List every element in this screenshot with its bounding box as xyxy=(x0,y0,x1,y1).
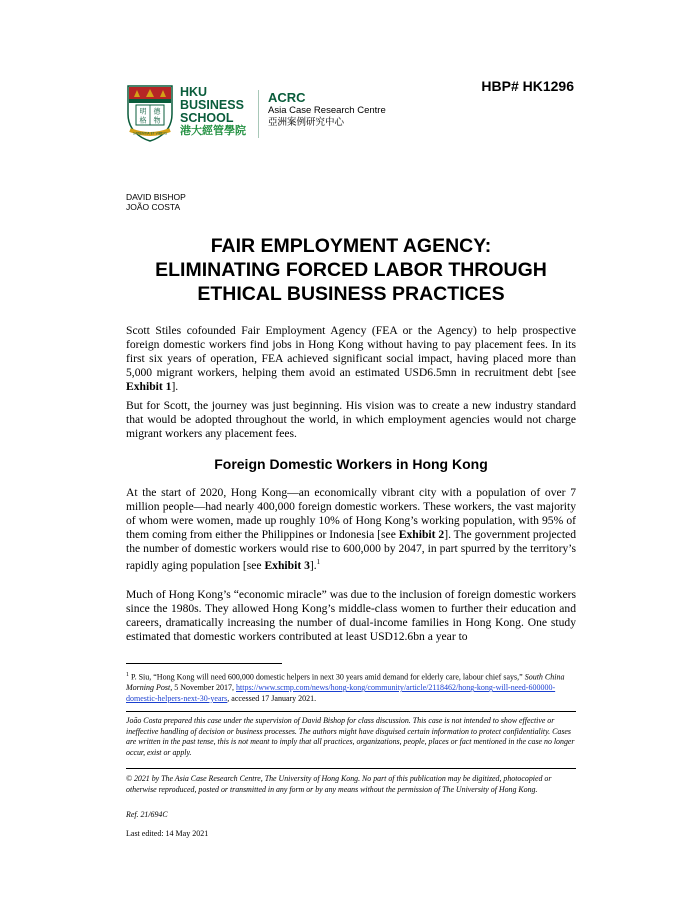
paragraph-text: At the start of 2020, Hong Kong—an economically vibrant city with a population of over 7 million people—had nearly 400,000 foreign domestic workers. These workers, the vast majority of whom were women, made up roughly 10% of Hong Kong’s working population, with 95% of them coming from either the Philippines or Indonesia [see xyxy=(126,486,576,541)
footnote-number: 1 xyxy=(126,672,129,678)
hbp-number: HBP# HK1296 xyxy=(481,78,574,94)
copyright-rule xyxy=(126,768,576,769)
paragraph-intro xyxy=(126,324,576,394)
hku-crest-icon xyxy=(126,84,174,142)
crest-char: 德 xyxy=(153,107,161,116)
hku-business-school-wordmark xyxy=(180,86,246,138)
disclaimer-text: João Costa prepared this case under the supervision of David Bishop for class discussion. This case is not intended to show effective or ineffective handling of decision or business processes. The authors might have disguised certain information to protect confidentiality. Cases are written in the past tense, this is not meant to imply that all practices, organizations, people, places or fact mentioned in the case no longer occur, exist or apply. xyxy=(126,716,575,757)
crest-char: 明 xyxy=(139,107,147,116)
paragraph-text: ]. The government projected the number of domestic workers would rise to 600,000 by 2047, in part spurred by the territory’s rapidly aging population [see xyxy=(126,527,576,572)
hku-line: SCHOOL xyxy=(180,111,234,125)
author-name: JOÃO COSTA xyxy=(126,202,181,212)
title-line: ELIMINATING FORCED LABOR THROUGH xyxy=(155,259,547,281)
crest-char: 物 xyxy=(153,116,161,125)
acrc-wordmark xyxy=(268,90,386,129)
author-list xyxy=(126,192,186,212)
acrc-chinese-name: 亞洲案例研究中心 xyxy=(268,117,345,128)
footnote-rule xyxy=(126,663,282,664)
section-heading: Foreign Domestic Workers in Hong Kong xyxy=(214,456,488,472)
hku-chinese-name: 港大經管學院 xyxy=(180,125,246,137)
paragraph-economic-miracle: Much of Hong Kong’s “economic miracle” was due to the inclusion of foreign domestic workers since the 1980s. They allowed Hong Kong’s middle-class women to further their education and careers, dramatically increasing the number of dual-income families in Hong Kong. One study estimated that domestic workers contributed at least USD12.6bn a year to xyxy=(126,588,576,643)
hku-line: HKU xyxy=(180,85,208,99)
exhibit-reference: Exhibit 3 xyxy=(264,558,310,572)
paragraph-text: Scott Stiles cofounded Fair Employment Agency (FEA or the Agency) to help prospective foreign domestic workers find jobs in Hong Kong without having to pay placement fees. In its first six years of operation, FEA achieved significant social impact, having placed more than 5,000 migrant workers, helping them avoid an estimated USD6.5mn in recruitment debt [see xyxy=(126,324,576,379)
footnote-text: , 5 November 2017, xyxy=(170,683,236,693)
paragraph-text: ]. xyxy=(171,379,179,393)
crest-char: 格 xyxy=(139,116,147,125)
footnote-url-link[interactable]: https://www.scmp.com/news/hong-kong/community/article/2118462/hong-kong-will-need-600000-domestic-helpers-next-30-years xyxy=(126,683,556,703)
last-edited: Last edited: 14 May 2021 xyxy=(126,829,209,838)
crest-motto: SAPIENTIA ET VIRTUS xyxy=(133,131,167,136)
author-name: DAVID BISHOP xyxy=(126,192,186,202)
paragraph-workers xyxy=(126,486,576,572)
acrc-acronym: ACRC xyxy=(268,90,306,105)
hku-line: BUSINESS xyxy=(180,98,244,112)
footnote-marker[interactable]: 1 xyxy=(316,557,321,566)
title-line: ETHICAL BUSINESS PRACTICES xyxy=(197,283,505,305)
disclaimer-rule xyxy=(126,711,576,712)
footnote-text: , accessed 17 January 2021. xyxy=(227,693,317,703)
exhibit-reference: Exhibit 2 xyxy=(398,527,445,541)
case-title xyxy=(126,234,576,306)
title-line: FAIR EMPLOYMENT AGENCY: xyxy=(210,235,492,257)
copyright-text: © 2021 by The Asia Case Research Centre, The University of Hong Kong. No part of this publication may be digitized, photocopied or otherwise reproduced, posted or transmitted in any form or by any means without the permission of The University of Hong Kong. xyxy=(126,774,552,794)
footnote xyxy=(126,670,576,704)
exhibit-reference: Exhibit 1 xyxy=(126,379,172,393)
hku-acrc-logo xyxy=(126,84,386,144)
paragraph-vision: But for Scott, the journey was just beginning. His vision was to create a new industry standard that would be adopted throughout the world, in which employment agencies would not charge migrant workers any placement fees. xyxy=(126,399,576,440)
footnote-text: P. Siu, “Hong Kong will need 600,000 domestic helpers in next 30 years amid demand for elderly care, labour chief says,” xyxy=(129,672,525,682)
acrc-name: Asia Case Research Centre xyxy=(268,105,386,116)
footnote-source: South China Morning Post xyxy=(126,672,565,693)
logo-divider xyxy=(258,90,259,138)
paragraph-text: ]. xyxy=(309,558,317,572)
reference-number: Ref. 21/694C xyxy=(126,810,168,819)
